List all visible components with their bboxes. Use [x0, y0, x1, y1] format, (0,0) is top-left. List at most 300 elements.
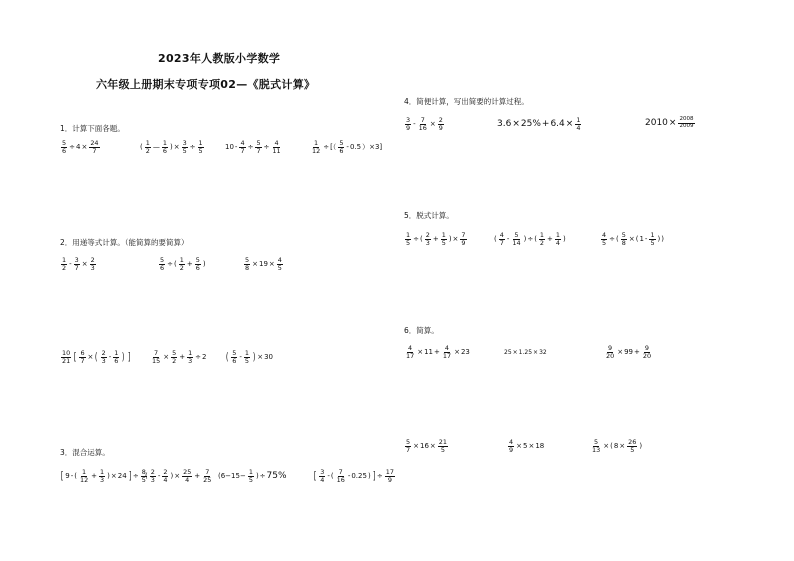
- denominator: 6: [162, 146, 167, 155]
- numerator: 2: [101, 349, 106, 357]
- numerator: 7: [154, 349, 159, 357]
- fraction: [425, 232, 431, 247]
- operator: ÷: [376, 471, 383, 480]
- numerator: 17: [385, 468, 394, 476]
- paren: ): [122, 349, 125, 363]
- operator: ÷: [189, 142, 196, 151]
- problem-4-3: [645, 117, 696, 130]
- denominator: 8: [245, 263, 250, 272]
- paren: ): [169, 142, 173, 151]
- denominator: 21: [62, 356, 71, 365]
- numerator: 4: [240, 139, 245, 147]
- operator: ×: [603, 441, 610, 450]
- operator: ÷: [413, 234, 419, 243]
- numerator: 1: [650, 231, 655, 239]
- problem-4-2: [497, 117, 582, 132]
- paren: (: [419, 234, 423, 243]
- denominator: 5: [602, 238, 607, 247]
- numerator: 4: [499, 231, 504, 239]
- denominator: 3: [188, 356, 193, 365]
- number: 32: [539, 349, 547, 356]
- numerator: 21: [438, 438, 447, 446]
- denominator: 5: [277, 263, 282, 272]
- operator: ×: [512, 349, 518, 356]
- operator: ×: [163, 352, 170, 361]
- denominator: 7: [256, 146, 261, 155]
- numerator: 1: [179, 256, 184, 264]
- operator: +: [547, 234, 553, 243]
- fraction: [79, 469, 89, 484]
- numerator: 5: [160, 256, 165, 264]
- paren: ): [563, 234, 566, 243]
- section-3-heading: 3．混合运算。: [60, 448, 110, 457]
- numerator: 7: [205, 468, 210, 476]
- denominator: 9: [387, 475, 392, 484]
- fraction: [150, 469, 156, 484]
- operator: ×: [429, 119, 436, 128]
- numerator: 1: [314, 139, 319, 147]
- fraction: [79, 350, 85, 365]
- fraction: [248, 469, 254, 484]
- denominator: 4: [320, 475, 325, 484]
- numerator: 1: [248, 468, 253, 476]
- numerator: 1: [539, 231, 545, 239]
- fraction: [438, 117, 444, 132]
- fraction: [171, 350, 177, 365]
- paren: (: [494, 234, 497, 243]
- paren: ): [657, 234, 661, 243]
- problem-3-1: [60, 469, 148, 484]
- fraction: [575, 117, 581, 132]
- denominator: 8: [621, 238, 626, 247]
- denominator: 20: [642, 351, 652, 360]
- numerator: 5: [62, 139, 67, 147]
- fraction: [591, 439, 601, 454]
- fraction: [605, 345, 615, 360]
- problem-6-3: [604, 345, 653, 360]
- numerator: 4: [408, 344, 413, 352]
- denominator: 3: [90, 263, 95, 272]
- operator: ÷: [609, 234, 615, 243]
- numerator: 1: [82, 468, 87, 476]
- numerator: 3: [406, 116, 411, 124]
- numerator: 5: [406, 438, 411, 446]
- denominator: 12: [312, 146, 321, 155]
- fraction: [61, 257, 67, 272]
- operator: -: [239, 352, 242, 361]
- operator: ×: [533, 349, 539, 356]
- problem-3-2: [145, 469, 213, 484]
- denominator: 6: [160, 263, 165, 272]
- bracket: [: [74, 349, 77, 363]
- operator: ×: [252, 259, 258, 268]
- numerator: 7: [338, 468, 343, 476]
- denominator: 7: [92, 146, 97, 155]
- operator: -: [108, 352, 112, 361]
- operator: ×: [668, 117, 677, 128]
- numerator: 6: [80, 349, 85, 357]
- problem-5-2: [494, 232, 566, 247]
- fraction: [311, 140, 321, 155]
- denominator: 5: [141, 475, 146, 484]
- problem-6-1: [404, 345, 470, 360]
- denominator: 20: [606, 351, 615, 360]
- denominator: 5: [244, 356, 249, 365]
- operator: -: [157, 471, 161, 480]
- numerator: 3: [320, 468, 325, 476]
- fraction: [162, 469, 168, 484]
- denominator: 2: [172, 356, 177, 365]
- numerator: 2: [150, 468, 155, 476]
- fraction: [338, 140, 344, 155]
- denominator: 13: [592, 445, 601, 454]
- section-4-heading: 4．简便计算，写出简要的计算过程。: [404, 97, 529, 106]
- denominator: 6: [62, 146, 67, 155]
- fraction: [113, 350, 119, 365]
- operator: ÷: [69, 142, 75, 151]
- section-1-heading: 1．计算下面各题。: [60, 124, 125, 133]
- number: 5: [522, 441, 528, 450]
- paren: (: [140, 142, 143, 151]
- fraction: [74, 257, 80, 272]
- fraction: [678, 117, 694, 130]
- numerator: 9: [608, 344, 613, 352]
- numerator: 1: [244, 349, 249, 357]
- problem-6-5: [507, 439, 544, 454]
- operator: ×: [257, 352, 264, 361]
- fraction: [405, 117, 411, 132]
- fraction: [499, 232, 505, 247]
- fraction: [202, 469, 212, 484]
- operator: ×: [619, 441, 626, 450]
- bracket: ]: [127, 349, 131, 363]
- paren: ): [523, 234, 527, 243]
- fraction: [555, 232, 561, 247]
- operator: ÷: [259, 471, 266, 480]
- bracket: [（: [330, 142, 337, 151]
- number: 10: [225, 142, 234, 151]
- number: 8: [613, 441, 619, 450]
- numerator: 3: [74, 256, 79, 264]
- numerator: 1: [100, 468, 105, 476]
- number: 2010: [645, 117, 668, 128]
- denominator: 6: [114, 356, 119, 365]
- operator: ×: [516, 441, 522, 450]
- operator: -: [346, 142, 349, 151]
- denominator: 5: [440, 445, 445, 454]
- denominator: 2: [62, 263, 67, 272]
- problem-3-3: [218, 469, 287, 484]
- problem-2-1: [60, 257, 97, 272]
- fraction: [239, 140, 245, 155]
- number: 23: [460, 347, 470, 356]
- number: 6.4: [550, 118, 565, 129]
- problem-1-1: [60, 140, 101, 155]
- denominator: 5: [198, 146, 203, 155]
- denominator: 4: [576, 123, 581, 132]
- fraction: [627, 439, 637, 454]
- numerator: 3: [182, 139, 187, 147]
- fraction: [460, 232, 466, 247]
- numerator: 1: [62, 256, 67, 264]
- fraction: [61, 140, 67, 155]
- fraction: [511, 232, 521, 247]
- fraction: [61, 350, 71, 365]
- operator: -: [69, 259, 72, 268]
- bracket: ]: [128, 468, 132, 482]
- denominator: 12: [79, 475, 89, 484]
- bracket: ）×3]: [362, 142, 383, 151]
- operator: ×: [528, 441, 535, 450]
- operator: ×: [413, 441, 419, 450]
- number: 0.5: [349, 142, 362, 151]
- numerator: 4: [602, 231, 607, 239]
- fraction: [405, 345, 415, 360]
- operator: ×: [81, 259, 88, 268]
- fraction: [601, 232, 607, 247]
- operator: -: [644, 234, 648, 243]
- denominator: 6: [232, 356, 237, 365]
- operator: -: [413, 119, 416, 128]
- numerator: 4: [444, 344, 450, 352]
- numerator: 9: [644, 344, 650, 352]
- numerator: 8: [141, 468, 146, 476]
- fraction: [159, 257, 165, 272]
- fraction: [231, 350, 237, 365]
- number: 3.6: [497, 118, 512, 129]
- fraction: [418, 117, 428, 132]
- operator: ×: [87, 352, 94, 361]
- number: 1: [639, 234, 644, 243]
- problem-1-3: [225, 140, 283, 155]
- problem-6-6: [590, 439, 642, 454]
- fraction: [441, 232, 447, 247]
- bracket: [: [313, 468, 317, 482]
- paren: (: [74, 471, 77, 480]
- operator: ÷: [263, 142, 270, 151]
- operator: ÷: [247, 142, 254, 151]
- numerator: 4: [277, 256, 282, 264]
- numerator: 1: [441, 231, 446, 239]
- section-5-heading: 5．脱式计算。: [404, 211, 454, 220]
- operator: ÷: [195, 352, 202, 361]
- denominator: 11: [272, 146, 281, 155]
- title-line-2: 六年级上册期末专项专项02—《脱式计算》: [96, 78, 316, 91]
- numerator: 2: [425, 231, 430, 239]
- problem-6-2: [504, 350, 547, 356]
- paren: ): [367, 471, 371, 480]
- numerator: 5: [172, 349, 177, 357]
- denominator: 2: [145, 146, 150, 155]
- operator: ×: [565, 118, 574, 129]
- operator: ×: [268, 259, 275, 268]
- denominator: 25: [203, 475, 212, 484]
- number: 16: [419, 441, 429, 450]
- operator: +: [541, 118, 550, 129]
- paren: ): [639, 441, 643, 450]
- numerator: 26: [628, 438, 637, 446]
- paren: (: [534, 234, 537, 243]
- denominator: 5: [630, 445, 635, 454]
- denominator: 17: [406, 351, 415, 360]
- fraction: [271, 140, 281, 155]
- denominator: 5: [182, 146, 187, 155]
- fraction: [319, 469, 325, 484]
- denominator: 9: [509, 445, 514, 454]
- fraction: [99, 469, 105, 484]
- denominator: 3: [101, 356, 106, 365]
- paren: ): [202, 259, 206, 268]
- operator: ×: [174, 471, 181, 480]
- denominator: 9: [438, 123, 443, 132]
- fraction: [649, 232, 655, 247]
- percent: 75%: [266, 470, 287, 481]
- numerator: 24: [90, 139, 99, 147]
- paren: (: [615, 234, 619, 243]
- operator: ×: [417, 347, 424, 356]
- numerator: 1: [406, 231, 411, 239]
- fraction: [182, 469, 192, 484]
- numerator: 5: [232, 349, 237, 357]
- operator: +: [186, 259, 193, 268]
- fraction: [405, 439, 411, 454]
- numerator: 5: [594, 438, 599, 446]
- paren: ): [252, 349, 256, 363]
- fraction: [90, 257, 96, 272]
- denominator: 4: [185, 475, 190, 484]
- numerator: 1: [114, 349, 119, 357]
- numerator: 2: [163, 468, 168, 476]
- denominator: 14: [512, 238, 521, 247]
- number: 9: [65, 471, 70, 480]
- number: 0.25: [351, 471, 367, 480]
- denominator: 5: [248, 475, 253, 484]
- denominator: 2009: [679, 122, 694, 129]
- operator: ÷: [167, 259, 173, 268]
- operator: ×: [617, 347, 624, 356]
- numerator: 5: [245, 256, 250, 264]
- denominator: 3: [425, 238, 430, 247]
- denominator: 4: [555, 238, 561, 247]
- numerator: 7: [461, 231, 466, 239]
- numerator: 1: [576, 116, 581, 124]
- fraction: [508, 439, 514, 454]
- section-2-heading: 2．用递等式计算。（能简算的要简算）: [60, 238, 189, 247]
- fraction: [336, 469, 346, 484]
- denominator: 6: [195, 263, 200, 272]
- numerator: 10: [62, 349, 71, 357]
- expression-text: (6−15−: [218, 471, 246, 480]
- denominator: 3: [150, 475, 155, 484]
- operator: ÷: [323, 142, 330, 151]
- bracket: [: [60, 468, 64, 482]
- operator: +: [179, 352, 186, 361]
- number: 99: [624, 347, 633, 356]
- denominator: 15: [152, 356, 161, 365]
- denominator: 16: [418, 123, 427, 132]
- fraction: [442, 345, 452, 360]
- operator: +: [91, 471, 98, 480]
- numerator: 2008: [679, 116, 694, 122]
- numerator: 1: [188, 349, 193, 357]
- paren: ): [448, 234, 452, 243]
- numerator: 5: [339, 139, 344, 147]
- operator: +: [432, 234, 439, 243]
- paren: (: [145, 471, 148, 480]
- numerator: 4: [274, 139, 279, 147]
- numerator: 1: [162, 139, 167, 147]
- operator: ×: [429, 441, 436, 450]
- fraction: [438, 439, 448, 454]
- number: 25: [504, 349, 512, 356]
- denominator: 7: [406, 445, 411, 454]
- paren: (: [173, 259, 177, 268]
- denominator: 3: [100, 475, 105, 484]
- operator: ×: [628, 234, 635, 243]
- problem-5-3: [600, 232, 664, 247]
- denominator: 7: [499, 238, 504, 247]
- denominator: 17: [442, 351, 452, 360]
- section-6-heading: 6．简算。: [404, 326, 439, 335]
- number: 11: [424, 347, 433, 356]
- fraction: [162, 140, 168, 155]
- problem-1-2: [140, 140, 205, 155]
- operator: -: [506, 234, 510, 243]
- fraction: [621, 232, 627, 247]
- number: 2: [202, 352, 207, 361]
- denominator: 6: [339, 146, 344, 155]
- numerator: 4: [509, 438, 514, 446]
- operator: ×: [452, 234, 459, 243]
- numerator: 5: [514, 231, 519, 239]
- denominator: 5: [441, 238, 446, 247]
- denominator: 16: [336, 475, 345, 484]
- operator: ×: [512, 118, 520, 129]
- denominator: 9: [461, 238, 466, 247]
- denominator: 4: [163, 475, 168, 484]
- fraction: [101, 350, 107, 365]
- paren: (: [330, 471, 334, 480]
- denominator: 7: [80, 356, 85, 365]
- operator: +: [434, 347, 440, 356]
- fraction: [255, 140, 261, 155]
- paren: (: [95, 349, 98, 363]
- number: 24: [117, 471, 127, 480]
- numerator: 1: [555, 231, 561, 239]
- numerator: 1: [145, 139, 150, 147]
- operator: ×: [110, 471, 117, 480]
- fraction: [145, 140, 151, 155]
- fraction: [539, 232, 545, 247]
- denominator: 5: [650, 238, 655, 247]
- problem-2-4: [60, 350, 131, 365]
- numerator: 2: [438, 116, 443, 124]
- denominator: 5: [406, 238, 411, 247]
- operator: -: [70, 471, 74, 480]
- denominator: 9: [406, 123, 411, 132]
- numerator: 1: [198, 139, 203, 147]
- operator: ×: [81, 142, 88, 151]
- fraction: [244, 350, 250, 365]
- fraction: [198, 140, 204, 155]
- problem-4-1: [404, 117, 445, 132]
- title-line-1: 2023年人教版小学数学: [158, 52, 281, 65]
- problem-1-4: [310, 140, 382, 155]
- fraction: [89, 140, 99, 155]
- operator: +: [634, 347, 640, 356]
- fraction: [405, 232, 411, 247]
- numerator: 2: [90, 256, 95, 264]
